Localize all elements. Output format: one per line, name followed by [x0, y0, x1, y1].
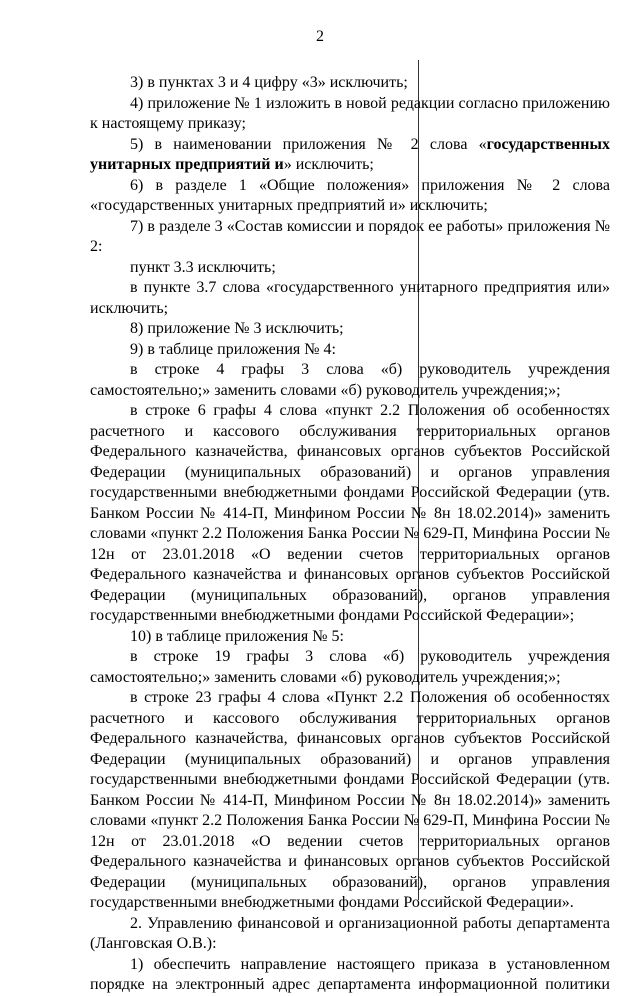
paragraph-item-10-row-19: в строке 19 графы 3 слова «б) руководитель учреждения самостоятельно;» заменить словами «б) руководитель учреждения;»; — [90, 648, 610, 686]
paragraph-item-6: 6) в разделе 1 «Общие положения» приложения № 2 слова «государственных унитарных предприятий и» исключить; — [90, 176, 610, 214]
document-body — [90, 73, 610, 996]
page-number: 2 — [316, 28, 324, 45]
paragraph-subitem-3-3: пункт 3.3 исключить; — [130, 258, 276, 276]
paragraph-item-3: 3) в пунктах 3 и 4 цифру «3» исключить; — [130, 74, 408, 91]
paragraph-item-8: 8) приложение № 3 исключить; — [130, 320, 344, 337]
paragraph-item-7: 7) в разделе 3 «Состав комиссии и порядок ее работы» приложения № 2: — [90, 217, 610, 255]
paragraph-section-2-item-1: 1) обеспечить направление настоящего приказа в установленном порядке на электронный адрес департамента информационной политики — [90, 955, 610, 993]
paragraph-item-9: 9) в таблице приложения № 4: — [130, 340, 336, 358]
paragraph-item-5-bold-text: государственных унитарных предприятий и — [90, 135, 610, 173]
paragraph-subitem-3-7: в пункте 3.7 слова «государственного унитарного предприятия или» исключить; — [90, 279, 610, 317]
paragraph-item-5 — [90, 135, 610, 176]
paragraph-item-10-row-23: в строке 23 графы 4 слова «Пункт 2.2 Положения об особенностях расчетного и кассового обслуживания территориальных органов Федерального казначейства, финансовых органов субъектов Российской Федерации (муниципальных образований) и органов управления государственными внебюджетными фондами Российской Федерации (утв. Банком России № 414-П, Минфином России № 8н 18.02.2014)» заменить словами «пункт 2.2 Положения Банка России № 629-П, Минфина России № 12н от 23.01.2018 «О ведении счетов территориальных органов Федерального казначейства и финансовых органов субъектов Российской Федерации (муниципальных образований), органов управления государственными внебюджетными фондами Российской Федерации». — [90, 689, 610, 911]
paragraph-item-9-row-6: в строке 6 графы 4 слова «пункт 2.2 Положения об особенностях расчетного и кассового обслуживания территориальных органов Федерального казначейства, финансовых органов субъектов Российской Федерации (муниципальных образований) и органов управления государственными внебюджетными фондами Российской Федерации (утв. Банком России № 414-П, Минфином России № 8н 18.02.2014)» заменить словами «пункт 2.2 Положения Банка России № 629-П, Минфина России № 12н от 23.01.2018 «О ведении счетов территориальных органов Федерального казначейства и финансовых органов субъектов Российской Федерации (муниципальных образований), органов управления государственными внебюджетными фондами Российской Федерации»; — [90, 402, 610, 624]
paragraph-item-5-text-start: 5) в наименовании приложения № 2 слова « — [130, 135, 487, 153]
paragraph-item-9-row-4: в строке 4 графы 3 слова «б) руководитель учреждения самостоятельно;» заменить словами «б) руководитель учреждения;»; — [90, 361, 610, 399]
paragraph-item-10: 10) в таблице приложения № 5: — [130, 627, 344, 645]
paragraph-section-2: 2. Управлению финансовой и организационной работы департамента (Ланговская О.В.): — [90, 914, 610, 952]
paragraph-item-5-text-end: » исключить; — [283, 156, 374, 173]
paragraph-item-4: 4) приложение № 1 изложить в новой редакции согласно приложению к настоящему приказу; — [90, 94, 610, 132]
